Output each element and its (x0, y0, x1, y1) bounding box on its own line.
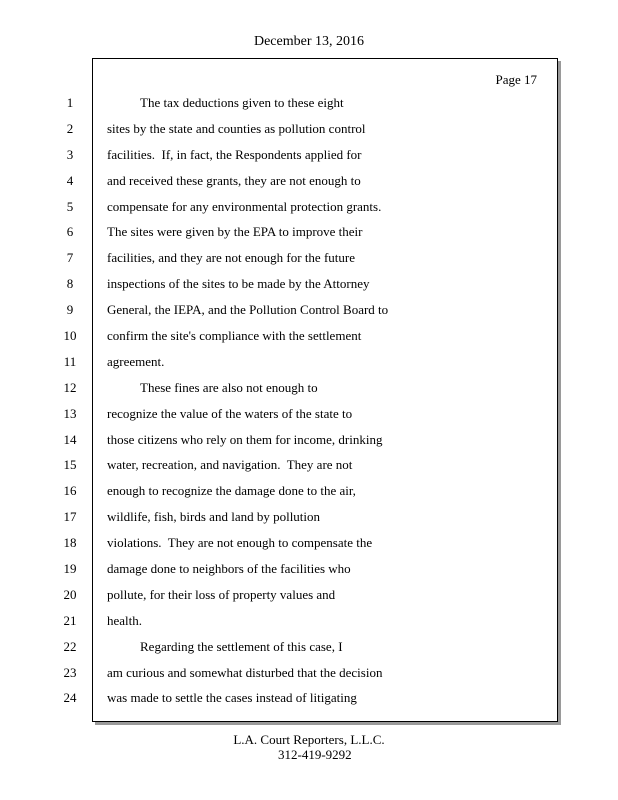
transcript-line: These fines are also not enough to (140, 379, 318, 395)
line-number: 12 (63, 379, 77, 395)
line-number: 19 (63, 561, 77, 577)
line-number: 18 (63, 535, 77, 551)
line-number: 4 (66, 172, 74, 188)
transcript-line: Regarding the settlement of this case, I (140, 638, 343, 654)
line-number: 10 (63, 328, 77, 344)
transcript-line: The tax deductions given to these eight (140, 95, 344, 110)
transcript-line: and received these grants, they are not enough to (107, 172, 361, 188)
transcript-line: recognize the value of the waters of the state to (107, 405, 353, 421)
transcript-line: inspections of the sites to be made by the Attorney (107, 276, 370, 292)
header-date: December 13, 2016 (253, 34, 365, 49)
transcript-line: wildlife, fish, birds and land by pollution (107, 509, 321, 525)
line-number: 5 (66, 198, 74, 214)
line-number: 1 (66, 95, 74, 110)
line-number: 9 (66, 302, 74, 318)
transcript-line: General, the IEPA, and the Pollution Control Board to (107, 302, 389, 318)
transcript-line: damage done to neighbors of the facilities who (107, 561, 351, 577)
line-number: 3 (66, 146, 74, 162)
transcript-line: enough to recognize the damage done to the air, (107, 483, 356, 499)
footer-phone: 312-419-9292 (278, 747, 352, 762)
transcript-line: am curious and somewhat disturbed that the decision (107, 664, 383, 680)
line-number: 14 (63, 431, 77, 447)
line-number: 11 (63, 353, 77, 369)
line-number: 2 (66, 120, 74, 136)
transcript-line: facilities, and they are not enough for the future (107, 250, 355, 266)
line-number: 24 (63, 690, 77, 706)
line-number-column (50, 94, 90, 715)
line-number: 20 (63, 586, 77, 602)
transcript-line: pollute, for their loss of property values and (107, 586, 336, 602)
transcript-line: was made to settle the cases instead of litigating (107, 690, 357, 706)
line-number: 16 (63, 483, 77, 499)
transcript-line: water, recreation, and navigation. They are not (107, 457, 353, 473)
transcript-line: those citizens who rely on them for income, drinking (107, 431, 383, 447)
transcript-line: sites by the state and counties as pollution control (107, 120, 366, 136)
line-number: 23 (63, 664, 77, 680)
line-number: 17 (63, 509, 77, 525)
line-number: 8 (66, 276, 74, 292)
line-number: 7 (66, 250, 74, 266)
transcript-line: agreement. (107, 353, 165, 369)
line-number: 13 (63, 405, 77, 421)
line-number: 15 (63, 457, 77, 473)
transcript-line: facilities. If, in fact, the Respondents applied for (107, 146, 362, 162)
line-number: 6 (66, 224, 74, 240)
transcript-line: violations. They are not enough to compensate the (107, 535, 373, 551)
footer-company: L.A. Court Reporters, L.L.C. (233, 732, 385, 747)
transcript-line: The sites were given by the EPA to improve their (107, 224, 363, 240)
transcript-line: health. (107, 612, 143, 628)
transcript-text (107, 94, 547, 715)
transcript-line: confirm the site's compliance with the settlement (107, 328, 362, 344)
line-number: 21 (63, 612, 77, 628)
line-number: 22 (63, 638, 77, 654)
page-number: Page 17 (495, 72, 537, 87)
transcript-line: compensate for any environmental protection grants. (107, 198, 382, 214)
